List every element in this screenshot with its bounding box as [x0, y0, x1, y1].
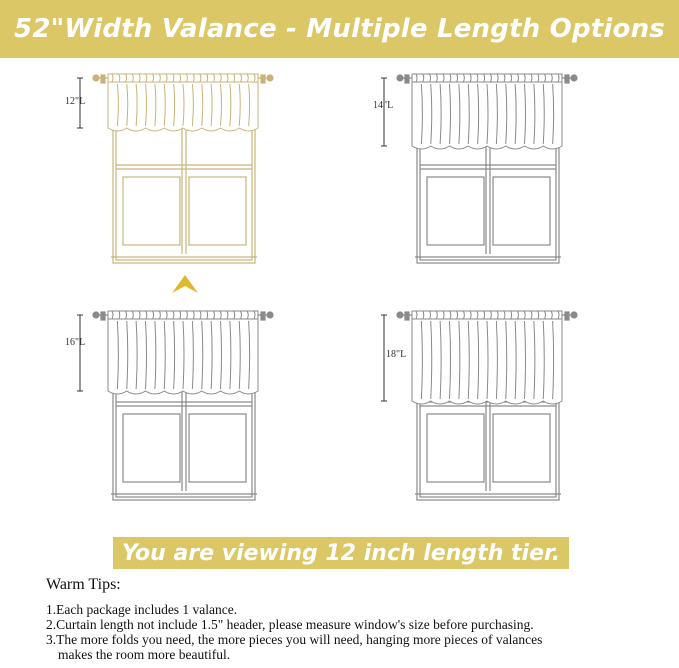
- tip-item: 2.Curtain length not include 1.5" header, please measure window's size before purchasing.: [46, 617, 534, 632]
- length-option-14[interactable]: [362, 68, 592, 268]
- page-title: 52"Width Valance - Multiple Length Options: [14, 14, 665, 44]
- window-frame: [111, 113, 257, 263]
- tip-item: 1.Each package includes 1 valance.: [46, 602, 238, 617]
- length-option-16[interactable]: [58, 305, 288, 505]
- valance: [412, 74, 562, 149]
- warm-tips: [46, 576, 671, 662]
- tip-item: makes the room more beautiful.: [58, 647, 231, 662]
- valance: [108, 74, 258, 131]
- warm-tips-title: Warm Tips:: [46, 576, 121, 593]
- length-dimension: [381, 78, 387, 146]
- length-option-12[interactable]: [58, 68, 288, 268]
- valance-window-illustration: [362, 68, 592, 268]
- length-label: 16"L: [65, 337, 86, 348]
- valance-window-illustration: [58, 68, 288, 268]
- arrow-up-icon: [170, 273, 200, 295]
- arrow-up-icon-shape: [172, 275, 198, 293]
- length-label: 14"L: [373, 100, 394, 111]
- length-label: 18"L: [386, 349, 407, 360]
- valance: [108, 311, 258, 394]
- viewing-banner: [113, 537, 569, 569]
- length-label: 12"L: [65, 96, 86, 107]
- length-dimension: [77, 315, 83, 391]
- valance-window-illustration: [362, 305, 592, 505]
- header-banner: [0, 0, 679, 58]
- length-option-18[interactable]: [362, 305, 592, 505]
- tip-item: 3.The more folds you need, the more pieces you will need, hanging more pieces of valances: [46, 632, 543, 647]
- valance: [412, 311, 562, 404]
- viewing-banner-text: You are viewing 12 inch length tier.: [121, 540, 561, 566]
- valance-window-illustration: [58, 305, 288, 505]
